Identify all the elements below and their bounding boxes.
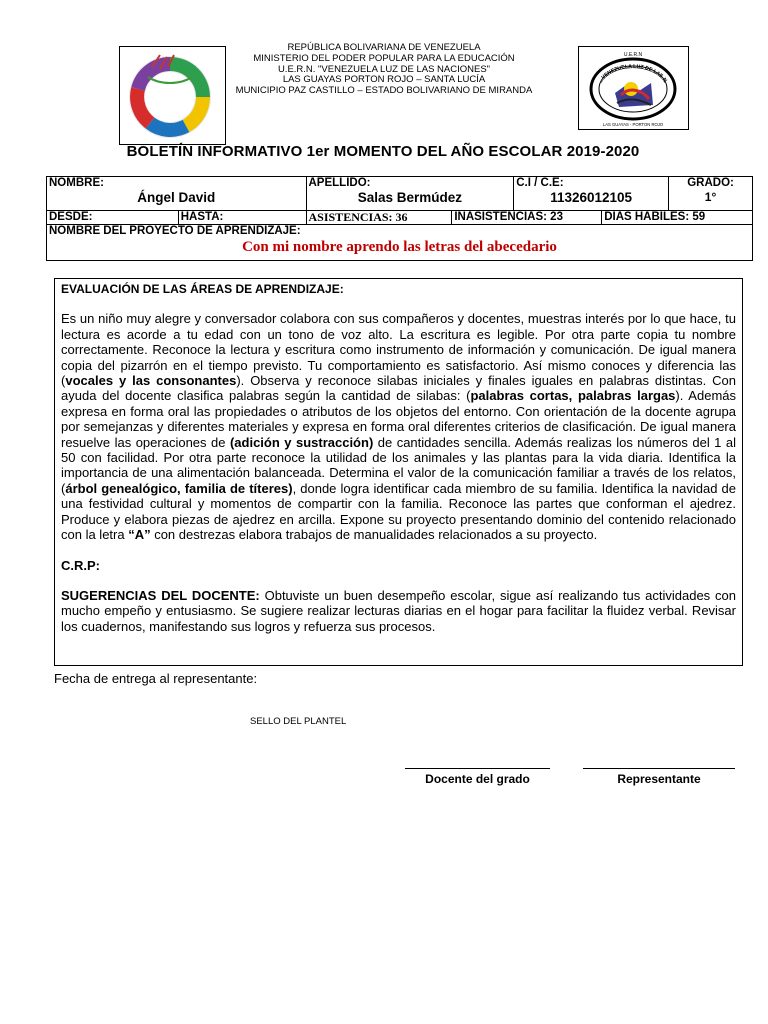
asistencias-cell: [306, 211, 452, 225]
dias-habiles-cell: [602, 211, 753, 225]
evaluation-bold-5: “A”: [128, 527, 151, 543]
school-emblem-left: [119, 46, 226, 145]
evaluation-box: [54, 278, 743, 666]
proyecto-label: NOMBRE DEL PROYECTO DE APRENDIZAJE:: [49, 225, 301, 237]
school-emblem-right: [578, 46, 689, 130]
evaluation-bold-2: palabras cortas, palabras largas: [470, 388, 676, 404]
teacher-signature-line: [405, 760, 550, 769]
asistencias-label: ASISTENCIAS: 36: [308, 210, 408, 224]
colorful-ring-logo-icon: [120, 47, 225, 144]
nombre-label: NOMBRE:: [49, 177, 104, 189]
representative-signature-line: [583, 760, 735, 769]
crp-label: C.R.P:: [61, 557, 100, 573]
seal-top-text: U.E.R.N: [623, 52, 643, 58]
header-line-municipality: MUNICIPIO PAZ CASTILLO – ESTADO BOLIVARIANO DE MIRANDA: [235, 85, 533, 97]
evaluation-text: [61, 311, 736, 542]
evaluation-text-6: con destrezas elabora trabajos de manualidades relacionados a su proyecto.: [150, 527, 598, 543]
grado-label: GRADO:: [687, 177, 734, 189]
proyecto-cell: [47, 225, 753, 261]
evaluation-bold-3: (adición y sustracción): [229, 434, 374, 450]
delivery-date-label: Fecha de entrega al representante:: [54, 671, 258, 686]
ci-label: C.I / C.E:: [516, 177, 564, 189]
header-line-location: LAS GUAYAS PORTON ROJO – SANTA LUCÍA: [282, 74, 486, 86]
header-line-republic: REPÚBLICA BOLIVARIANA DE VENEZUELA: [287, 42, 481, 53]
school-stamp-label: SELLO DEL PLANTEL: [250, 716, 347, 727]
suggestions-text: Obtuviste un buen desempeño escolar, sigue así realizando tus actividades con mucho empeño y entusiasmo. Se sugiere realizar lecturas diarias en el hogar para facilitar la fluidez verbal. Revisar los cuadernos, manifestando sus logros y refuerza sus procesos.: [61, 587, 736, 634]
ci-cell: [514, 177, 669, 211]
apellido-label: APELLIDO:: [308, 177, 371, 189]
proyecto-value: Con mi nombre aprendo las letras del abecedario: [242, 239, 557, 255]
teacher-signature-label: Docente del grado: [425, 772, 530, 786]
evaluation-text-2: ). Observa y reconoce silabas iniciales y finales iguales en palabras distintas. Con ayuda del docente clasifica palabras según la cantidad de silabas: (: [61, 373, 736, 404]
desde-label: DESDE:: [49, 211, 93, 223]
grado-cell: [669, 177, 753, 211]
suggestions-label: SUGERENCIAS DEL DOCENTE:: [61, 587, 260, 603]
grado-value: 1°: [704, 190, 717, 204]
dias-habiles-label: DIAS HABILES: 59: [604, 211, 706, 223]
header-line-ministry: MINISTERIO DEL PODER POPULAR PARA LA EDUCACIÓN: [253, 52, 515, 64]
evaluation-bold-1: vocales y las consonantes: [65, 373, 237, 389]
nombre-cell: [47, 177, 307, 211]
hasta-label: HASTA:: [180, 211, 224, 223]
evaluation-heading: EVALUACIÓN DE LAS ÁREAS DE APRENDIZAJE:: [61, 282, 344, 296]
evaluation-text-1: Es un niño muy alegre y conversador colabora con sus compañeros y docentes, muestras interés por lo que hace, tu lectura es acorde a tu edad con un tono de voz alto. La escritura es legible. Por otra parte copia tu nombre correctamente. Reconoce la lectura y escritura como instrumento de información y comunicación. De igual manera copia del pizarrón en el tiempo previsto. Tu comportamiento es satisfactorio. Así mismo conoces y diferencia las (: [61, 311, 736, 389]
header-line-school: U.E.R.N. "VENEZUELA LUZ DE LAS NACIONES": [277, 63, 491, 75]
ci-value: 11326012105: [550, 190, 633, 205]
suggestions-paragraph: [61, 588, 736, 634]
teacher-signature: [405, 760, 550, 786]
apellido-cell: [306, 177, 514, 211]
seal-ring-text: VENEZUELA LUZ DE LAS N: [600, 63, 668, 84]
evaluation-text-4: de cantidades sencilla. Además realizas los números del 1 al 50 con facilidad. Por otra parte reconoce la utilidad de los animales y las plantas para la vida diaria. Identifica la importancia de una alimentación balanceada. Determina el valor de la comunicación familiar a través de los relatos, (: [61, 434, 736, 496]
representative-signature-label: Representante: [617, 772, 701, 786]
evaluation-bold-4: árbol genealógico, familia de títeres): [65, 480, 293, 496]
hasta-cell: [178, 211, 306, 225]
apellido-value: Salas Bermúdez: [357, 190, 463, 205]
inasistencias-label: INASISTENCIAS: 23: [454, 211, 563, 223]
school-seal-logo-icon: [579, 47, 688, 129]
nombre-value: Ángel David: [137, 190, 216, 205]
evaluation-text-3: ). Además expresa en forma oral las propiedades o atributos de los objetos del entorno. Con orientación de la docente agrupa por semejanzas y diferentes materiales y expresa en forma oral diferentes criterios de clasificación. De igual manera resuelve las operaciones de: [61, 388, 736, 450]
institution-header: [224, 43, 544, 97]
inasistencias-cell: [452, 211, 602, 225]
page-title: BOLETÍN INFORMATIVO 1er MOMENTO DEL AÑO ESCOLAR 2019-2020: [126, 143, 640, 160]
representative-signature: [583, 760, 735, 786]
desde-cell: [47, 211, 179, 225]
student-info-table: [46, 176, 753, 261]
evaluation-text-5: , donde logra identificar cada miembro de su familia. Identifica la navidad de una festividad cultural y momentos de compartir con la familia. Reconoce las partes que conforman el ajedrez. Produce y elabora piezas de ajedrez en arcilla. Expone su proyecto presentando dominio del contenido relacionado con la letra: [61, 480, 736, 543]
seal-bottom-text: LAS GUAYAS - PORTON ROJO: [602, 122, 664, 127]
